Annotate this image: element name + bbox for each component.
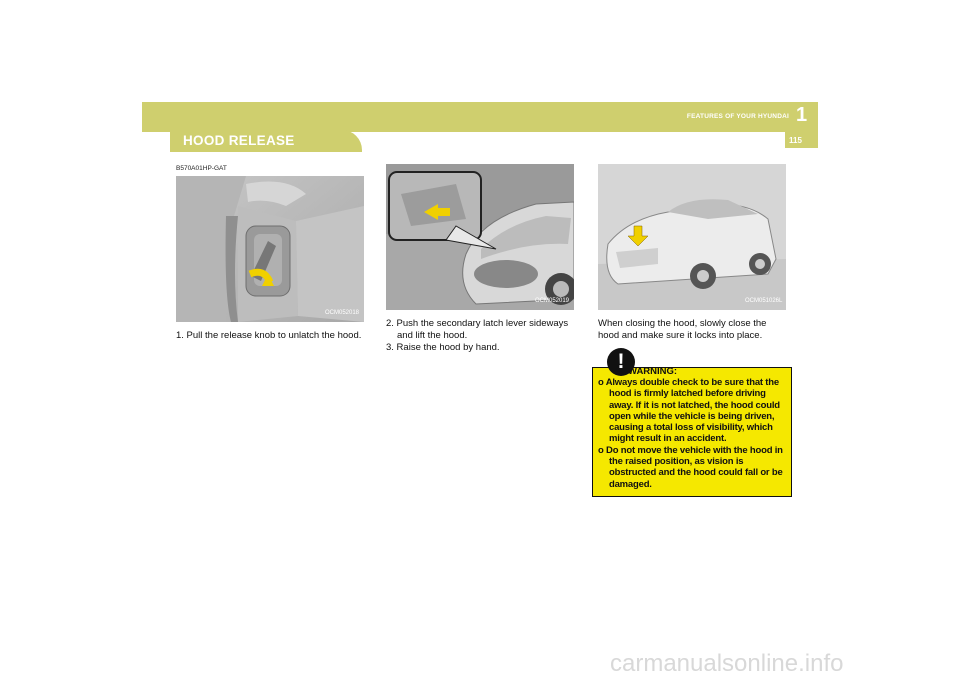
page-number: 115 <box>789 136 802 145</box>
warning-icon: ! <box>607 348 635 376</box>
image3-code: OCM051026L <box>745 298 783 304</box>
steps-2-3 <box>386 318 576 354</box>
chapter-title: FEATURES OF YOUR HYUNDAI <box>686 113 789 120</box>
chapter-number: 1 <box>796 104 808 126</box>
release-knob-illustration <box>176 176 364 322</box>
warning-body <box>598 377 788 490</box>
step-1 <box>176 330 364 342</box>
section-title: HOOD RELEASE <box>183 133 295 148</box>
secondary-latch-image <box>386 164 574 310</box>
step-3-text: 3. Raise the hood by hand. <box>386 342 500 353</box>
closing-hood-illustration <box>598 164 786 310</box>
image1-code: OCM052018 <box>325 310 360 316</box>
image2-code: OCM052019 <box>535 298 570 304</box>
warning-item: o Always double check to be sure that the hood is firmly latched before driving away. If it is not latched, the hood could open while the vehicle is being driven, causing a total loss of visibility, which might result in an accident. <box>598 377 780 445</box>
warning-item: o Do not move the vehicle with the hood in the raised position, as vision is obstructed and the hood could fall or be damaged. <box>598 444 783 490</box>
release-knob-image <box>176 176 364 322</box>
closing-text: When closing the hood, slowly close the hood and make sure it locks into place. <box>598 318 767 341</box>
step-2-text: 2. Push the secondary latch lever sideways and lift the hood. <box>386 318 569 341</box>
section-code: B570A01HP-GAT <box>176 165 227 172</box>
secondary-latch-illustration <box>386 164 574 310</box>
watermark: carmanualsonline.info <box>610 650 844 677</box>
warning-title: WARNING: <box>628 366 678 377</box>
closing-hood-image <box>598 164 786 310</box>
step-1-text: 1. Pull the release knob to unlatch the hood. <box>176 330 362 341</box>
